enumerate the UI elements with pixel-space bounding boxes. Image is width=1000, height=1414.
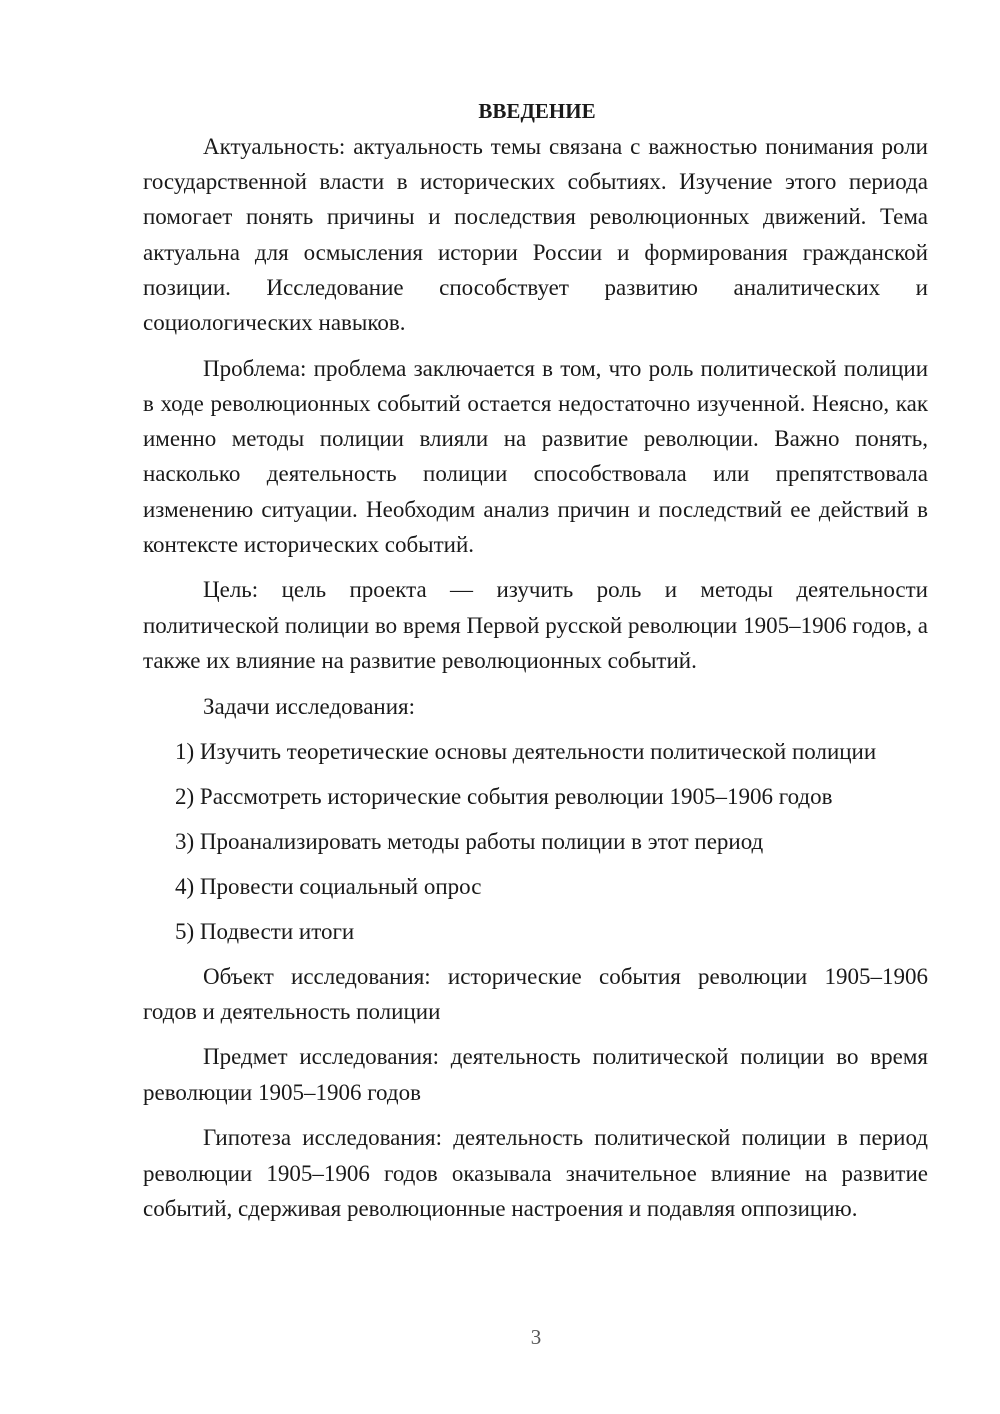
list-item: 1) Изучить теоретические основы деятельности политической полиции [175,738,877,764]
problem-paragraph: Проблема: проблема заключается в том, что роль политической полиции в ходе революционных событий остается недостаточно изученной. Неясно, как именно методы полиции влияли на развитие революции. Важно понять, насколько деятельность полиции способствовала или препятствовала изменению ситуации. Необходим анализ причин и последствий ее действий в контексте исторических событий. [143,355,928,557]
section-heading: ВВЕДЕНИЕ [478,99,596,123]
page-number: 3 [530,1325,542,1349]
list-item: 2) Рассмотреть исторические события революции 1905–1906 годов [175,783,833,809]
tasks-title: Задачи исследования: [203,693,416,719]
list-item: 5) Подвести итоги [175,918,355,944]
subject-paragraph: Предмет исследования: деятельность политической полиции во время революции 1905–1906 годов [143,1044,928,1105]
task-list [143,734,928,949]
hypothesis-paragraph: Гипотеза исследования: деятельность политической полиции в период революции 1905–1906 годов оказывала значительное влияние на развитие событий, сдерживая революционные настроения и подавляя оппозицию. [143,1125,928,1221]
list-item: 4) Провести социальный опрос [175,873,482,899]
page-content [143,94,928,1236]
object-paragraph: Объект исследования: исторические события революции 1905–1906 годов и деятельность полиции [143,963,928,1024]
list-item: 3) Проанализировать методы работы полиции в этот период [175,828,764,854]
goal-paragraph: Цель: цель проекта — изучить роль и методы деятельности политической полиции во время Первой русской революции 1905–1906 годов, а также их влияние на развитие революционных событий. [143,577,928,673]
relevance-paragraph: Актуальность: актуальность темы связана с важностью понимания роли государственной власти в исторических событиях. Изучение этого периода помогает понять причины и последствия революционных движений. Тема актуальна для осмысления истории России и формирования гражданской позиции. Исследование способствует развитию аналитических и социологических навыков. [143,134,928,336]
